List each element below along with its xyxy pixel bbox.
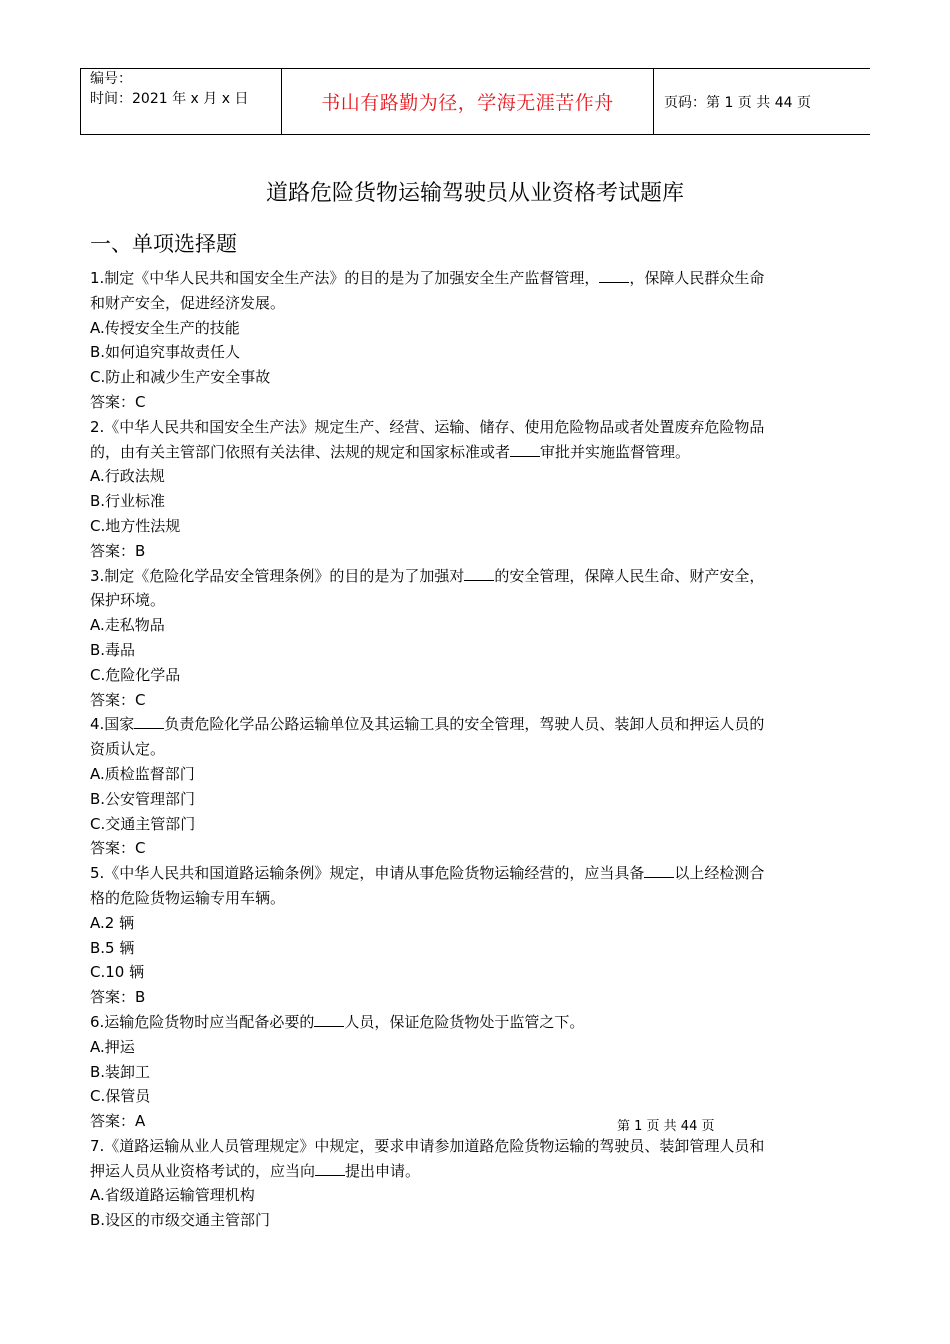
header-meta <box>81 69 282 134</box>
option-c: C.地方性法规 <box>90 516 181 535</box>
answer: 答案：B <box>90 988 146 1007</box>
option-c: C.防止和减少生产安全事故 <box>90 368 271 387</box>
option-a: A.走私物品 <box>90 616 165 635</box>
question-stem-cont: 资质认定。 <box>90 740 166 759</box>
option-a: A.行政法规 <box>90 467 165 486</box>
answer: 答案：C <box>90 839 146 858</box>
answer-blank <box>134 714 164 729</box>
answer: 答案：C <box>90 690 146 709</box>
option-c: C.10 辆 <box>90 963 145 982</box>
answer-blank <box>599 268 629 283</box>
question-stem: 3.制定《危险化学品安全管理条例》的目的是为了加强对 的安全管理，保障人民生命、财产安全， <box>90 566 765 585</box>
date-label: 时间：2021 年 x 月 x 日 <box>90 91 249 107</box>
question-list <box>90 266 850 1233</box>
option-b: B.装卸工 <box>90 1062 151 1081</box>
page-header <box>80 68 870 135</box>
option-b: B.毒品 <box>90 640 136 659</box>
option-a: A.2 辆 <box>90 913 135 932</box>
page-footer: 第 1 页 共 44 页 <box>617 1119 715 1134</box>
motto: 书山有路勤为径，学海无涯苦作舟 <box>282 69 654 134</box>
question-stem: 2.《中华人民共和国安全生产法》规定生产、经营、运输、储存、使用危险物品或者处置废弃危险物品 <box>90 417 765 436</box>
option-a: A.押运 <box>90 1037 135 1056</box>
question-stem-cont: 押运人员从业资格考试的，应当向 提出申请。 <box>90 1161 421 1180</box>
document-title: 道路危险货物运输驾驶员从业资格考试题库 <box>265 181 684 206</box>
option-c: C.交通主管部门 <box>90 814 196 833</box>
option-a: A.省级道路运输管理机构 <box>90 1186 255 1205</box>
answer: 答案：A <box>90 1112 146 1131</box>
option-b: B.5 辆 <box>90 938 135 957</box>
answer-blank <box>510 442 540 457</box>
option-a: A.质检监督部门 <box>90 764 195 783</box>
question-stem: 6.运输危险货物时应当配备必要的 人员，保证危险货物处于监管之下。 <box>90 1012 585 1031</box>
option-b: B.公安管理部门 <box>90 789 196 808</box>
option-a: A.传授安全生产的技能 <box>90 318 240 337</box>
option-b: B.设区的市级交通主管部门 <box>90 1211 271 1230</box>
question-stem-cont: 和财产安全，促进经济发展。 <box>90 293 286 312</box>
answer-blank <box>644 863 674 878</box>
code-label: 编号： <box>90 71 132 87</box>
answer: 答案：B <box>90 541 146 560</box>
question-stem: 7.《道路运输从业人员管理规定》中规定，要求申请参加道路危险货物运输的驾驶员、装卸管理人员和 <box>90 1136 765 1155</box>
header-page-label: 页码：第 1 页 共 44 页 <box>664 94 811 111</box>
question-stem: 5.《中华人民共和国道路运输条例》规定，申请从事危险货物运输经营的，应当具备 以上经检测合 <box>90 864 765 883</box>
question-stem-cont: 保护环境。 <box>90 591 166 610</box>
option-b: B.如何追究事故责任人 <box>90 343 241 362</box>
option-c: C.危险化学品 <box>90 665 181 684</box>
question-stem: 1.制定《中华人民共和国安全生产法》的目的是为了加强安全生产监督管理， ，保障人民群众生命 <box>90 269 765 287</box>
question-stem: 4.国家 负责危险化学品公路运输单位及其运输工具的安全管理，驾驶人员、装卸人员和押运人员的 <box>90 715 765 734</box>
answer-blank <box>314 1012 344 1027</box>
option-b: B.行业标准 <box>90 492 166 511</box>
question-stem-cont: 格的危险货物运输专用车辆。 <box>90 888 286 907</box>
question-stem-cont: 的，由有关主管部门依照有关法律、法规的规定和国家标准或者 审批并实施监督管理。 <box>90 442 691 461</box>
answer-blank <box>315 1161 345 1176</box>
answer: 答案：C <box>90 392 146 411</box>
answer-blank <box>464 566 494 581</box>
option-c: C.保管员 <box>90 1087 151 1106</box>
section-title: 一、单项选择题 <box>90 232 237 256</box>
